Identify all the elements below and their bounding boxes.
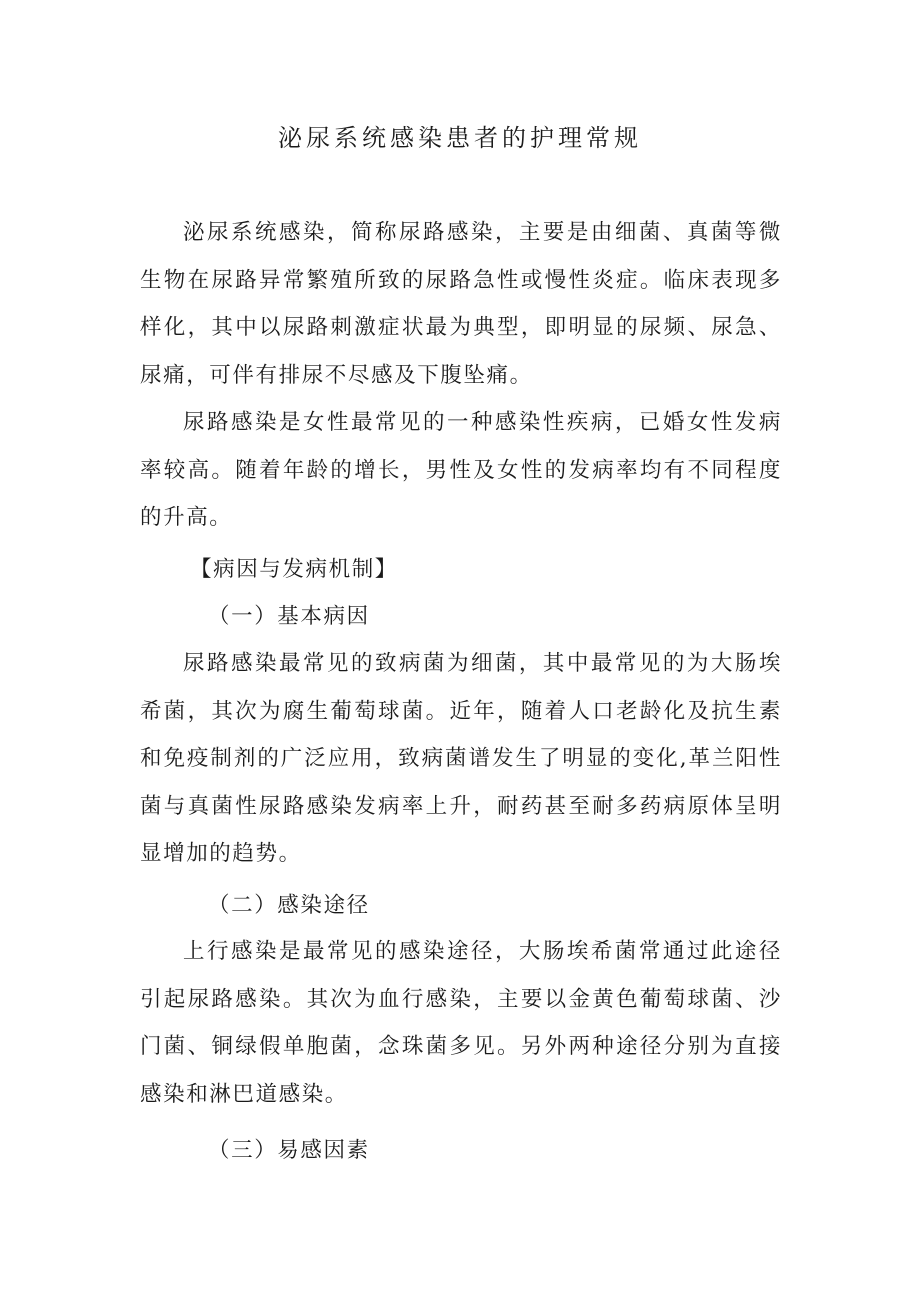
intro-paragraph-1: 泌尿系统感染，简称尿路感染，主要是由细菌、真菌等微生物在尿路异常繁殖所致的尿路急性或慢性炎症。临床表现多样化，其中以尿路刺激症状最为典型，即明显的尿频、尿急、尿痛，可伴有排尿不尽感及下腹坠痛。 bbox=[140, 220, 782, 388]
page-title: 泌尿系统感染患者的护理常规 bbox=[278, 124, 642, 152]
intro-paragraph-2: 尿路感染是女性最常见的一种感染性疾病，已婚女性发病率较高。随着年龄的增长，男性及女性的发病率均有不同程度的升高。 bbox=[140, 410, 782, 530]
infection-route-paragraph: 上行感染是最常见的感染途径，大肠埃希菌常通过此途径引起尿路感染。其次为血行感染，主要以金黄色葡萄球菌、沙门菌、铜绿假单胞菌，念珠菌多见。另外两种途径分别为直接感染和淋巴道感染。 bbox=[140, 939, 782, 1107]
subheading-basic-cause: （一）基本病因 bbox=[208, 604, 370, 629]
subheading-susceptibility: （三）易感因素 bbox=[208, 1138, 370, 1163]
section-heading-etiology: 【病因与发病机制】 bbox=[190, 557, 398, 582]
basic-cause-paragraph: 尿路感染最常见的致病菌为细菌，其中最常见的为大肠埃希菌，其次为腐生葡萄球菌。近年，随着人口老龄化及抗生素和免疫制剂的广泛应用，致病菌谱发生了明显的变化,革兰阳性菌与真菌性尿路感染发病率上升，耐药甚至耐多药病原体呈明显增加的趋势。 bbox=[140, 651, 782, 866]
subheading-infection-route: （二）感染途径 bbox=[208, 893, 370, 918]
